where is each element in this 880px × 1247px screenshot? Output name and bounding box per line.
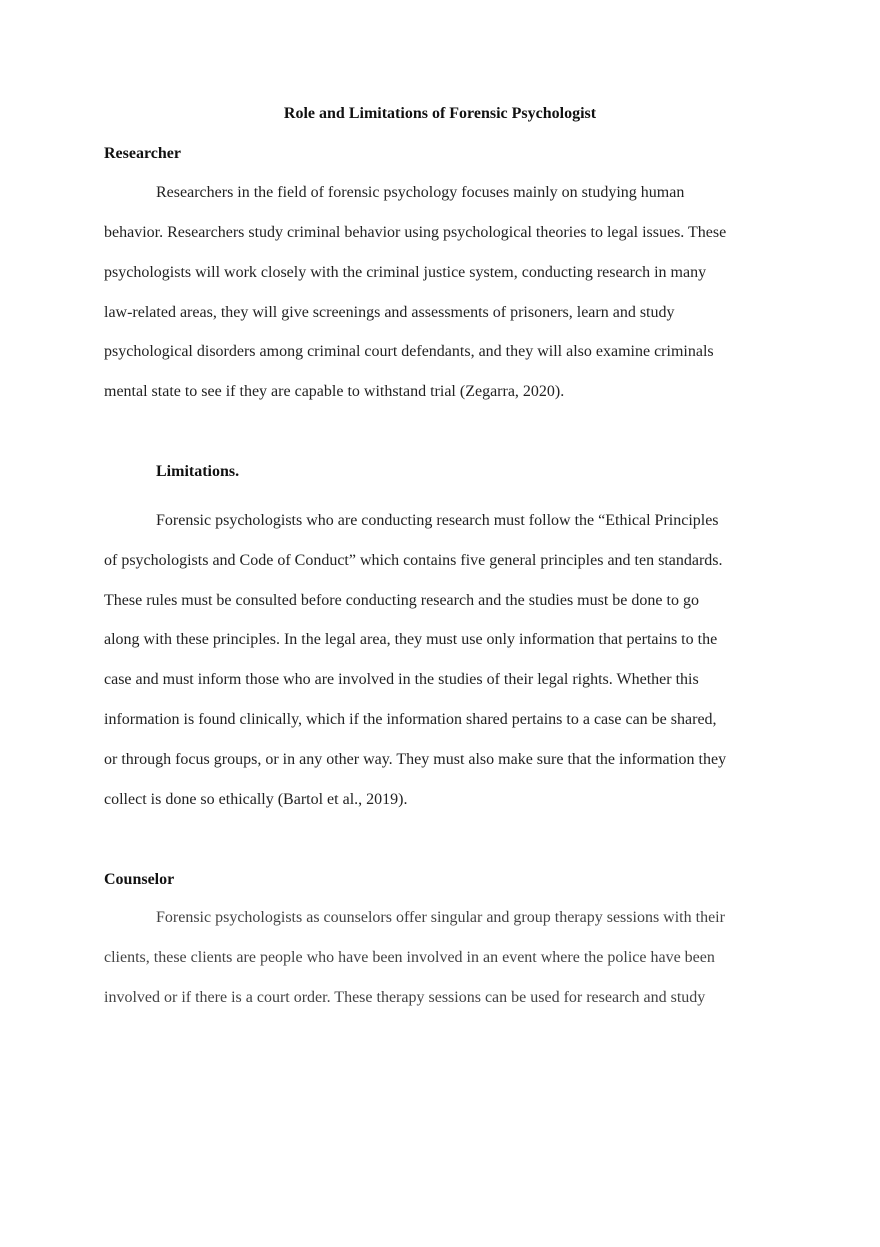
- section-heading-limitations: Limitations.: [156, 463, 240, 480]
- section-heading-counselor: Counselor: [104, 871, 175, 888]
- paragraph-line: psychological disorders among criminal court defendants, and they will also examine criminals: [104, 343, 714, 360]
- paragraph-line: clients, these clients are people who have been involved in an event where the police have been: [104, 949, 715, 966]
- paragraph-line: law-related areas, they will give screenings and assessments of prisoners, learn and study: [104, 304, 675, 321]
- paragraph-line: Forensic psychologists as counselors offer singular and group therapy sessions with their: [156, 909, 725, 926]
- paragraph-line: These rules must be consulted before conducting research and the studies must be done to go: [104, 592, 699, 609]
- paragraph-line: Forensic psychologists who are conducting research must follow the “Ethical Principles: [156, 512, 719, 529]
- paragraph-line: involved or if there is a court order. These therapy sessions can be used for research and study: [104, 989, 706, 1006]
- paragraph-line: along with these principles. In the legal area, they must use only information that pertains to the: [104, 631, 718, 648]
- paragraph-line: information is found clinically, which if the information shared pertains to a case can be shared,: [104, 711, 717, 728]
- paragraph-line: case and must inform those who are involved in the studies of their legal rights. Whether this: [104, 671, 699, 688]
- paragraph-line: behavior. Researchers study criminal behavior using psychological theories to legal issues. These: [104, 224, 727, 241]
- section-heading-researcher: Researcher: [104, 145, 181, 162]
- paragraph-line: or through focus groups, or in any other way. They must also make sure that the information they: [104, 751, 727, 768]
- paragraph-line: mental state to see if they are capable to withstand trial (Zegarra, 2020).: [104, 383, 565, 400]
- paragraph-line: Researchers in the field of forensic psychology focuses mainly on studying human: [156, 184, 685, 201]
- paragraph-line: of psychologists and Code of Conduct” which contains five general principles and ten standards.: [104, 552, 723, 569]
- paragraph-line: psychologists will work closely with the criminal justice system, conducting research in many: [104, 264, 707, 281]
- document-title: Role and Limitations of Forensic Psychologist: [283, 105, 597, 122]
- paragraph-line: collect is done so ethically (Bartol et al., 2019).: [104, 791, 408, 808]
